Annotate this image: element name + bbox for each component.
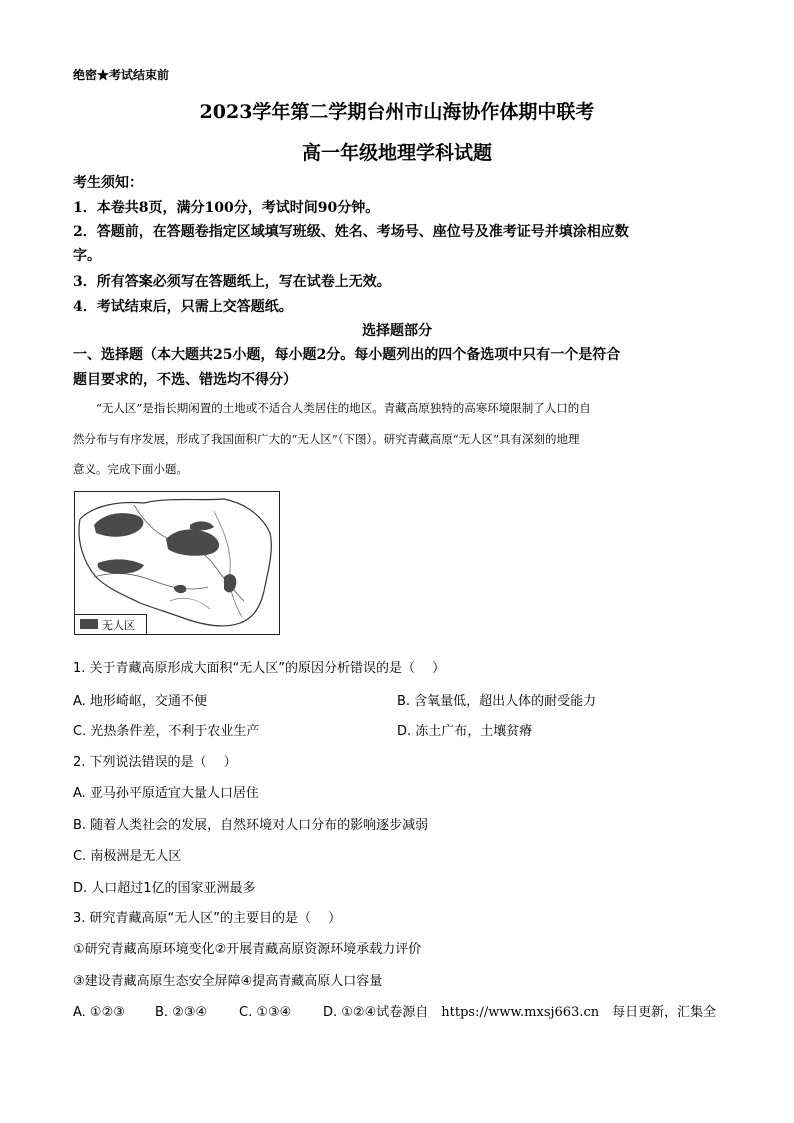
question-3-option-b: B. ②③④: [155, 1005, 208, 1020]
notice-heading: 考生须知：: [73, 175, 143, 191]
source-watermark: 试卷源自 https://www.mxsj663.cn 每日更新，汇集全: [376, 1005, 717, 1020]
notice-item-4: 4．考试结束后，只需上交答题纸。: [73, 299, 293, 315]
question-2-option-d: D. 人口超过1亿的国家亚洲最多: [73, 881, 256, 896]
notice-item-3: 3．所有答案必须写在答题纸上，写在试卷上无效。: [73, 274, 391, 290]
question-3-stem: 3. 研究青藏高原“无人区”的主要目的是（ ）: [73, 911, 342, 926]
question-1-option-b: B. 含氧量低，超出人体的耐受能力: [397, 694, 597, 709]
question-3-statements-2: ③建设青藏高原生态安全屏障④提高青藏高原人口容量: [73, 974, 383, 989]
confidential-mark: 绝密★考试结束前: [73, 68, 170, 82]
passage-line-2: 然分布与有序发展，形成了我国面积广大的“无人区”（下图）。研究青藏高原“无人区”具有深刻的地理: [73, 432, 580, 446]
notice-item-2: 2．答题前，在答题卷指定区域填写班级、姓名、考场号、座位号及准考证号并填涂相应数: [73, 224, 629, 240]
question-1-option-c: C. 光热条件差，不利于农业生产: [73, 724, 260, 739]
question-2-option-a: A. 亚马孙平原适宜大量人口居住: [73, 786, 259, 801]
question-1-option-d: D. 冻土广布，土壤贫瘠: [397, 724, 533, 739]
question-3-statements-1: ①研究青藏高原环境变化②开展青藏高原资源环境承载力评价: [73, 942, 422, 957]
question-3-option-d: D. ①②④: [323, 1005, 377, 1020]
section-instruction-cont: 题目要求的，不选、错选均不得分）: [73, 372, 297, 388]
exam-title: 2023学年第二学期台州市山海协作体期中联考: [199, 101, 595, 123]
question-3-options: [73, 1001, 716, 1020]
passage-line-3: 意义。完成下面小题。: [73, 462, 188, 476]
legend-swatch: [80, 619, 98, 629]
question-3-option-c: C. ①③④: [239, 1005, 292, 1020]
question-2-option-b: B. 随着人类社会的发展，自然环境对人口分布的影响逐步减弱: [73, 818, 429, 833]
section-label: 选择题部分: [362, 323, 432, 339]
section-instruction: 一、选择题（本大题共25小题，每小题2分。每小题列出的四个备选项中只有一个是符合: [73, 347, 621, 363]
no-man-zone-map: [74, 491, 280, 635]
question-1-stem: 1. 关于青藏高原形成大面积“无人区”的原因分析错误的是（ ）: [73, 661, 446, 676]
notice-item-2-cont: 字。: [73, 248, 101, 264]
question-2-option-c: C. 南极洲是无人区: [73, 849, 182, 864]
question-2-stem: 2. 下列说法错误的是（ ）: [73, 755, 237, 770]
question-1-option-a: A. 地形崎岖，交通不便: [73, 694, 207, 709]
notice-item-1: 1．本卷共8页，满分100分，考试时间90分钟。: [73, 200, 380, 216]
passage-line-1: “无人区”是指长期闲置的土地或不适合人类居住的地区。青藏高原独特的高寒环境限制了人口的自: [96, 401, 591, 415]
question-3-option-a: A. ①②③: [73, 1005, 125, 1020]
legend-label: 无人区: [102, 619, 135, 632]
exam-subtitle: 高一年级地理学科试题: [301, 142, 492, 164]
